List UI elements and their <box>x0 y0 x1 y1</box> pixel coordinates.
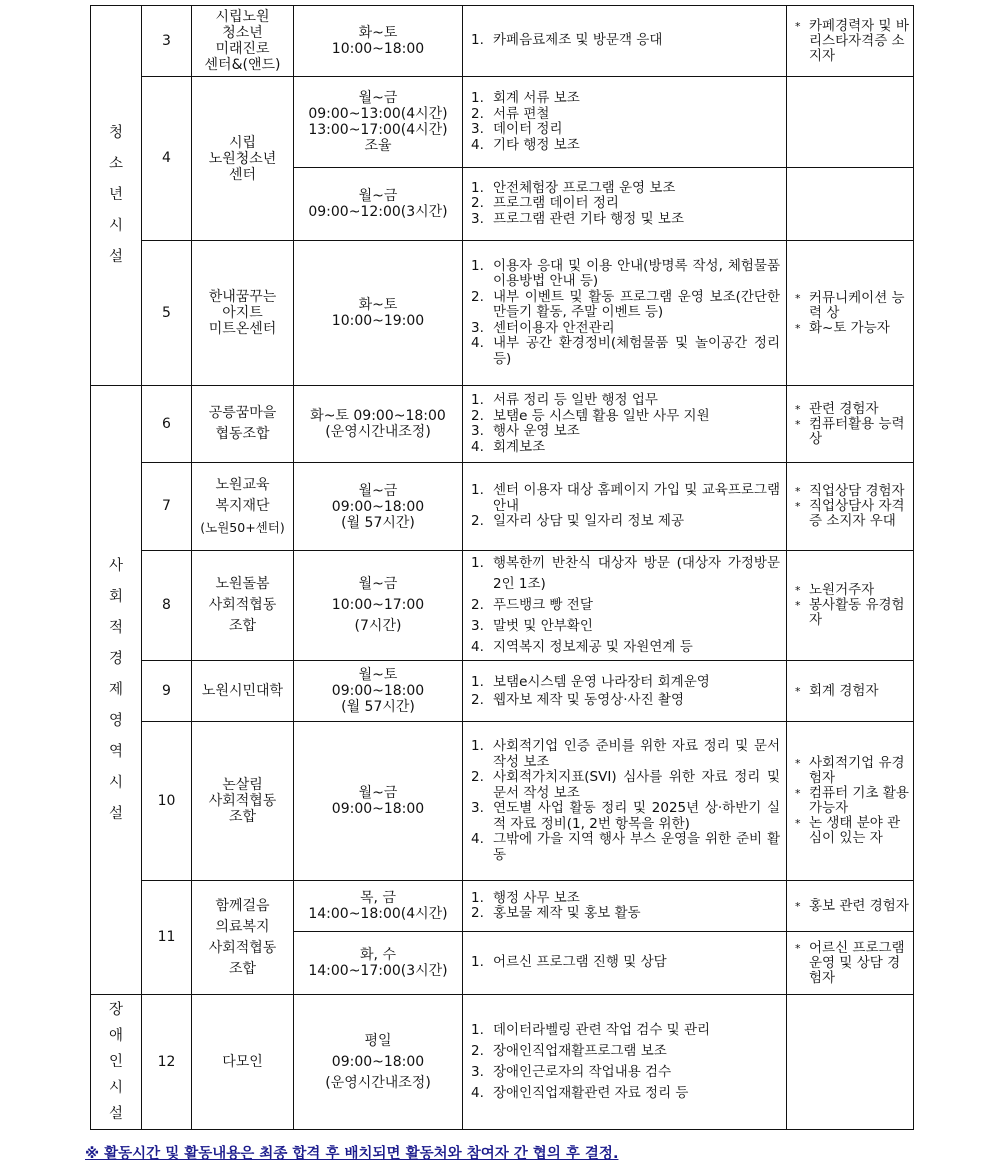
category-char: 애 <box>108 1028 123 1044</box>
org-line: 다모인 <box>222 1054 263 1070</box>
asterisk-icon: * <box>795 485 801 498</box>
requirements <box>787 168 914 241</box>
requirements <box>787 722 914 881</box>
category-disability-facility <box>91 995 142 1130</box>
requirements <box>787 241 914 386</box>
requirements <box>787 881 914 932</box>
activity-tasks <box>463 551 787 661</box>
task-text: 내부 공간 환경정비(체험물품 및 놀이공간 정리 등) <box>493 335 780 367</box>
org-line: 조합 <box>228 960 257 977</box>
task-text: 그밖에 가을 지역 행사 부스 운영을 위한 준비 활동 <box>493 831 780 863</box>
time-line: 화~토 09:00~18:00 <box>310 408 446 424</box>
task-text: 웹자보 제작 및 동영상·사진 촬영 <box>493 692 684 708</box>
table-row <box>91 463 914 551</box>
task-item: 1. 카페음료제조 및 방문객 응대 <box>471 32 663 49</box>
category-char: 회 <box>108 588 123 605</box>
time-line: 월~금 <box>358 90 398 106</box>
org-line: 조합 <box>228 809 257 825</box>
task-text: 보탬e시스템 운영 나라장터 회계운영 <box>493 674 710 690</box>
requirements <box>787 77 914 168</box>
table-row <box>91 241 914 386</box>
activity-time <box>294 722 463 881</box>
task-item: 3. 장애인근로자의 작업내용 검수 <box>471 1064 672 1080</box>
task-text: 서류 편철 <box>493 105 550 122</box>
time-line: (월 57시간) <box>341 699 415 715</box>
requirement-text: 컴퓨터 기초 활용 가능자 <box>809 785 909 816</box>
activity-tasks <box>463 463 787 551</box>
task-item: 4. 그밖에 가을 지역 행사 부스 운영을 위한 준비 활동 <box>471 831 780 863</box>
time-line: 09:00~18:00 <box>331 1053 425 1070</box>
organization-name <box>192 881 294 995</box>
asterisk-icon: * <box>795 19 801 33</box>
time-line: (7시간) <box>354 618 402 634</box>
category-char: 적 <box>108 619 123 636</box>
time-line: 평일 <box>364 1032 392 1049</box>
requirements <box>787 6 914 77</box>
time-line: 월~금 <box>358 188 398 204</box>
time-line: 09:00~12:00(3시간) <box>308 204 448 220</box>
table-row <box>91 386 914 463</box>
org-line: 사회적협동 <box>208 597 277 613</box>
requirement-item <box>795 684 909 699</box>
requirement-item <box>795 321 909 336</box>
requirements <box>787 463 914 551</box>
organization-name <box>192 551 294 661</box>
activity-tasks <box>463 77 787 168</box>
category-char: 시 <box>108 1080 123 1096</box>
task-item: 4. 지역복지 정보제공 및 자원연계 등 <box>471 639 693 655</box>
requirement-text: 어르신 프로그램 운영 및 상담 경험자 <box>809 939 905 986</box>
category-char: 청 <box>108 125 123 141</box>
requirements <box>787 551 914 661</box>
requirement-text: 직업상담사 자격증 소지자 우대 <box>809 498 905 529</box>
task-text: 홍보물 제작 및 홍보 활동 <box>493 905 641 921</box>
requirement-item <box>795 19 909 64</box>
organization-name <box>192 6 294 77</box>
activity-time <box>294 995 463 1130</box>
task-item: 4. 회계보조 <box>471 438 546 455</box>
asterisk-icon: * <box>795 321 801 335</box>
asterisk-icon: * <box>795 941 801 955</box>
org-line: 조합 <box>228 618 257 634</box>
row-number: 5 <box>142 241 192 386</box>
task-item: 2. 서류 편철 <box>471 105 550 122</box>
org-line: 사회적협동 <box>208 793 277 809</box>
task-item: 1. 행복한끼 반찬식 대상자 방문 (대상자 가정방문 2인 1조) <box>471 555 780 592</box>
task-item: 1. 어르신 프로그램 진행 및 상담 <box>471 954 667 971</box>
task-text: 행사 운영 보조 <box>493 423 580 439</box>
activity-time <box>294 661 463 722</box>
category-char: 시 <box>108 774 123 791</box>
category-char: 소 <box>108 156 123 172</box>
requirement-item <box>795 417 909 447</box>
requirement-text: 화~토 가능자 <box>809 319 890 336</box>
org-line: 시립 <box>228 134 257 151</box>
category-char: 사 <box>108 557 123 574</box>
task-item: 3. 데이터 정리 <box>471 121 563 137</box>
task-item: 3. 프로그램 관련 기타 행정 및 보조 <box>471 210 684 227</box>
time-line: 월~토 <box>358 667 398 683</box>
task-item: 2. 보탬e 등 시스템 활용 일반 사무 지원 <box>471 407 710 424</box>
time-line: 09:00~18:00 <box>331 801 425 817</box>
requirements <box>787 386 914 463</box>
asterisk-icon: * <box>795 599 801 612</box>
time-line: 월~금 <box>358 482 398 499</box>
time-line: 10:00~19:00 <box>331 313 425 329</box>
org-line: 함께걸음 <box>215 897 270 914</box>
requirement-item <box>795 816 909 846</box>
requirement-text: 논 생태 분야 관심이 있는 자 <box>809 815 901 846</box>
activity-tasks <box>463 241 787 386</box>
requirement-item <box>795 291 909 321</box>
time-line: 10:00~18:00 <box>331 41 425 57</box>
task-text: 일자리 상담 및 일자리 정보 제공 <box>493 513 684 530</box>
category-char: 설 <box>108 805 123 822</box>
activity-tasks <box>463 386 787 463</box>
task-text: 행복한끼 반찬식 대상자 방문 (대상자 가정방문 2인 1조) <box>493 555 780 592</box>
time-line: 10:00~17:00 <box>331 597 425 613</box>
org-line: 센터&(앤드) <box>204 57 281 73</box>
category-char: 역 <box>108 743 123 760</box>
category-social-economy-facility <box>91 386 142 995</box>
task-item: 2. 장애인직업재활프로그램 보조 <box>471 1043 667 1059</box>
task-text: 사회적가치지표(SVI) 심사를 위한 자료 정리 및 문서 작성 보조 <box>493 769 780 801</box>
time-line: 14:00~18:00(4시간) <box>308 906 448 922</box>
activity-tasks <box>463 6 787 77</box>
category-youth-facility <box>91 6 142 386</box>
time-line: 목, 금 <box>360 890 396 906</box>
task-item: 1. 보탬e시스템 운영 나라장터 회계운영 <box>471 674 710 690</box>
task-item: 3. 센터이용자 안전관리 <box>471 319 615 336</box>
requirement-item <box>795 941 909 986</box>
task-text: 센터이용자 안전관리 <box>493 319 615 336</box>
requirement-item <box>795 899 909 914</box>
requirement-text: 커뮤니케이션 능력 상 <box>809 289 905 321</box>
activity-tasks <box>463 722 787 881</box>
org-line: 노원시민대학 <box>201 683 284 699</box>
row-number: 3 <box>142 6 192 77</box>
table-row <box>91 661 914 722</box>
time-line: (월 57시간) <box>341 514 415 531</box>
requirement-text: 사회적기업 유경험자 <box>809 755 905 786</box>
task-item: 2. 일자리 상담 및 일자리 정보 제공 <box>471 513 684 530</box>
activity-time <box>294 386 463 463</box>
time-line: 화, 수 <box>360 947 396 963</box>
task-text: 연도별 사업 활동 정리 및 2025년 상·하반기 실적 자료 정비(1, 2번 항목을 위한) <box>493 800 780 832</box>
requirement-text: 카페경력자 및 바리스타자격증 소지자 <box>809 17 909 64</box>
org-line: 사회적협동 <box>208 939 277 956</box>
asterisk-icon: * <box>795 417 801 431</box>
asterisk-icon: * <box>795 787 801 800</box>
organization-name <box>192 722 294 881</box>
task-item: 4. 장애인직업재활관련 자료 정리 등 <box>471 1085 689 1101</box>
activity-time <box>294 77 463 168</box>
asterisk-icon: * <box>795 684 801 698</box>
task-item: 1. 행정 사무 보조 <box>471 889 580 906</box>
org-line: 청소년 <box>222 25 263 41</box>
asterisk-icon: * <box>795 291 801 305</box>
requirements <box>787 932 914 995</box>
task-text: 사회적기업 인증 준비를 위한 자료 정리 및 문서 작성 보조 <box>493 738 780 770</box>
task-text: 데이터 정리 <box>493 121 563 137</box>
requirement-item <box>795 786 909 816</box>
category-char: 설 <box>108 249 123 265</box>
org-line: 미트온센터 <box>208 321 277 337</box>
time-line: 월~금 <box>358 576 398 592</box>
category-char: 시 <box>108 218 123 234</box>
org-line: 논살림 <box>222 777 263 793</box>
requirement-text: 컴퓨터활용 능력 상 <box>809 415 905 447</box>
task-text: 행정 사무 보조 <box>493 889 580 906</box>
task-text: 보탬e 등 시스템 활용 일반 사무 지원 <box>493 407 710 424</box>
asterisk-icon: * <box>795 757 801 770</box>
task-item: 1. 센터 이용자 대상 홈페이지 가입 및 교육프로그램 안내 <box>471 482 780 514</box>
task-text: 서류 정리 등 일반 행정 업무 <box>493 392 658 408</box>
organization-name <box>192 77 294 241</box>
asterisk-icon: * <box>795 402 801 416</box>
task-text: 안전체험장 프로그램 운영 보조 <box>493 179 676 196</box>
row-number: 6 <box>142 386 192 463</box>
task-item: 1. 안전체험장 프로그램 운영 보조 <box>471 179 676 196</box>
asterisk-icon: * <box>795 584 801 597</box>
requirement-text: 회계 경험자 <box>809 682 879 699</box>
task-item: 2. 푸드뱅크 빵 전달 <box>471 597 593 613</box>
requirement-text: 노원거주자 <box>809 582 875 598</box>
activity-tasks <box>463 932 787 995</box>
row-number: 12 <box>142 995 192 1130</box>
org-line: 아지트 <box>222 305 263 321</box>
org-line: 노원돌봄 <box>215 576 270 592</box>
table-row <box>91 551 914 661</box>
task-item: 3. 행사 운영 보조 <box>471 423 580 439</box>
task-item: 4. 내부 공간 환경정비(체험물품 및 놀이공간 정리 등) <box>471 335 780 367</box>
organization-name <box>192 386 294 463</box>
time-line: 월~금 <box>358 785 398 801</box>
requirement-text: 봉사활동 유경험자 <box>809 597 905 628</box>
org-line: 미래진로 <box>215 41 270 57</box>
org-line: 협동조합 <box>215 426 270 442</box>
requirement-text: 직업상담 경험자 <box>809 483 905 499</box>
org-line: 노원교육 <box>215 477 270 493</box>
organization-name <box>192 463 294 551</box>
task-text: 회계보조 <box>493 438 546 455</box>
table-row <box>91 995 914 1130</box>
requirements <box>787 661 914 722</box>
activity-time <box>294 881 463 932</box>
requirements <box>787 995 914 1130</box>
task-text: 이용자 응대 및 이용 안내(방명록 작성, 체험물품 이용방법 안내 등) <box>493 257 780 290</box>
task-item: 2. 웹자보 제작 및 동영상·사진 촬영 <box>471 692 684 708</box>
time-line: 09:00~13:00(4시간) <box>308 106 448 122</box>
task-item: 2. 내부 이벤트 및 활동 프로그램 운영 보조(간단한 만들기 활동, 주말 이벤트 등) <box>471 288 780 321</box>
placement-table <box>90 5 914 1130</box>
time-line: 09:00~18:00 <box>331 498 425 515</box>
task-text: 내부 이벤트 및 활동 프로그램 운영 보조(간단한 만들기 활동, 주말 이벤트 등) <box>493 288 780 321</box>
task-item: 2. 프로그램 데이터 정리 <box>471 195 619 212</box>
category-char: 장 <box>108 1002 123 1018</box>
requirement-text: 관련 경험자 <box>809 400 879 417</box>
task-item: 1. 사회적기업 인증 준비를 위한 자료 정리 및 문서 작성 보조 <box>471 738 780 770</box>
activity-time <box>294 463 463 551</box>
category-char: 설 <box>108 1106 123 1122</box>
time-line: (운영시간내조정) <box>325 1074 431 1091</box>
time-line: 화~토 <box>358 297 398 313</box>
time-line: 조율 <box>364 138 392 154</box>
org-line: 노원청소년 <box>208 150 277 167</box>
asterisk-icon: * <box>795 500 801 513</box>
task-text: 카페음료제조 및 방문객 응대 <box>493 32 663 49</box>
activity-time <box>294 6 463 77</box>
task-item: 1. 데이터라벨링 관련 작업 검수 및 관리 <box>471 1022 711 1038</box>
row-number: 4 <box>142 77 192 241</box>
task-item: 1. 이용자 응대 및 이용 안내(방명록 작성, 체험물품 이용방법 안내 등) <box>471 257 780 290</box>
organization-name <box>192 661 294 722</box>
requirement-item <box>795 402 909 417</box>
task-text: 프로그램 관련 기타 행정 및 보조 <box>493 210 684 227</box>
category-char: 인 <box>108 1054 123 1070</box>
requirement-item <box>795 598 909 628</box>
task-item: 1. 회계 서류 보조 <box>471 90 580 106</box>
asterisk-icon: * <box>795 817 801 830</box>
task-item: 4. 기타 행정 보조 <box>471 136 580 153</box>
table-row <box>91 77 914 168</box>
organization-name <box>192 241 294 386</box>
table-row <box>91 881 914 932</box>
org-line: 센터 <box>228 166 257 183</box>
category-char: 제 <box>108 681 123 698</box>
task-text: 장애인직업재활관련 자료 정리 등 <box>493 1085 689 1101</box>
task-text: 회계 서류 보조 <box>493 90 580 106</box>
task-item: 3. 말벗 및 안부확인 <box>471 618 593 634</box>
activity-tasks <box>463 661 787 722</box>
category-char: 영 <box>108 712 123 729</box>
org-line: 공릉꿈마을 <box>208 405 277 421</box>
activity-time <box>294 168 463 241</box>
row-number: 7 <box>142 463 192 551</box>
activity-time <box>294 551 463 661</box>
activity-tasks <box>463 995 787 1130</box>
time-line: 13:00~17:00(4시간) <box>308 122 448 138</box>
task-text: 말벗 및 안부확인 <box>493 618 593 634</box>
requirement-item <box>795 583 909 598</box>
task-item: 2. 사회적가치지표(SVI) 심사를 위한 자료 정리 및 문서 작성 보조 <box>471 769 780 801</box>
category-char: 년 <box>108 187 123 203</box>
org-line: (노원50+센터) <box>200 520 285 535</box>
task-text: 데이터라벨링 관련 작업 검수 및 관리 <box>493 1022 711 1038</box>
organization-name <box>192 995 294 1130</box>
requirement-text: 홍보 관련 경험자 <box>809 897 909 914</box>
time-line: 09:00~18:00 <box>331 683 425 699</box>
task-text: 어르신 프로그램 진행 및 상담 <box>493 954 667 971</box>
row-number: 10 <box>142 722 192 881</box>
task-text: 센터 이용자 대상 홈페이지 가입 및 교육프로그램 안내 <box>493 482 780 514</box>
time-line: (운영시간내조정) <box>325 424 431 440</box>
row-number: 11 <box>142 881 192 995</box>
requirement-item <box>795 484 909 499</box>
task-text: 장애인근로자의 작업내용 검수 <box>493 1064 672 1080</box>
requirement-item <box>795 499 909 529</box>
task-text: 기타 행정 보조 <box>493 136 580 153</box>
task-item: 3. 연도별 사업 활동 정리 및 2025년 상·하반기 실적 자료 정비(1, 2번 항목을 위한) <box>471 800 780 832</box>
task-text: 푸드뱅크 빵 전달 <box>493 597 593 613</box>
activity-time <box>294 932 463 995</box>
task-text: 지역복지 정보제공 및 자원연계 등 <box>493 639 693 655</box>
task-text: 프로그램 데이터 정리 <box>493 195 619 212</box>
task-item: 1. 서류 정리 등 일반 행정 업무 <box>471 392 658 408</box>
row-number: 8 <box>142 551 192 661</box>
activity-tasks <box>463 881 787 932</box>
time-line: 14:00~17:00(3시간) <box>308 963 448 979</box>
time-line: 화~토 <box>358 25 398 41</box>
footer-note: ※ 활동시간 및 활동내용은 최종 합격 후 배치되면 활동처와 참여자 간 협의 후 결정. <box>85 1146 619 1162</box>
activity-time <box>294 241 463 386</box>
task-item: 2. 홍보물 제작 및 홍보 활동 <box>471 905 641 921</box>
org-line: 복지재단 <box>215 498 270 514</box>
table-row <box>91 722 914 881</box>
requirement-item <box>795 756 909 786</box>
asterisk-icon: * <box>795 899 801 913</box>
org-line: 한내꿈꾸는 <box>208 289 277 305</box>
task-text: 장애인직업재활프로그램 보조 <box>493 1043 667 1059</box>
category-char: 경 <box>108 650 123 667</box>
row-number: 9 <box>142 661 192 722</box>
org-line: 의료복지 <box>215 918 270 935</box>
table-row <box>91 6 914 77</box>
activity-tasks <box>463 168 787 241</box>
org-line: 시립노원 <box>215 9 270 25</box>
